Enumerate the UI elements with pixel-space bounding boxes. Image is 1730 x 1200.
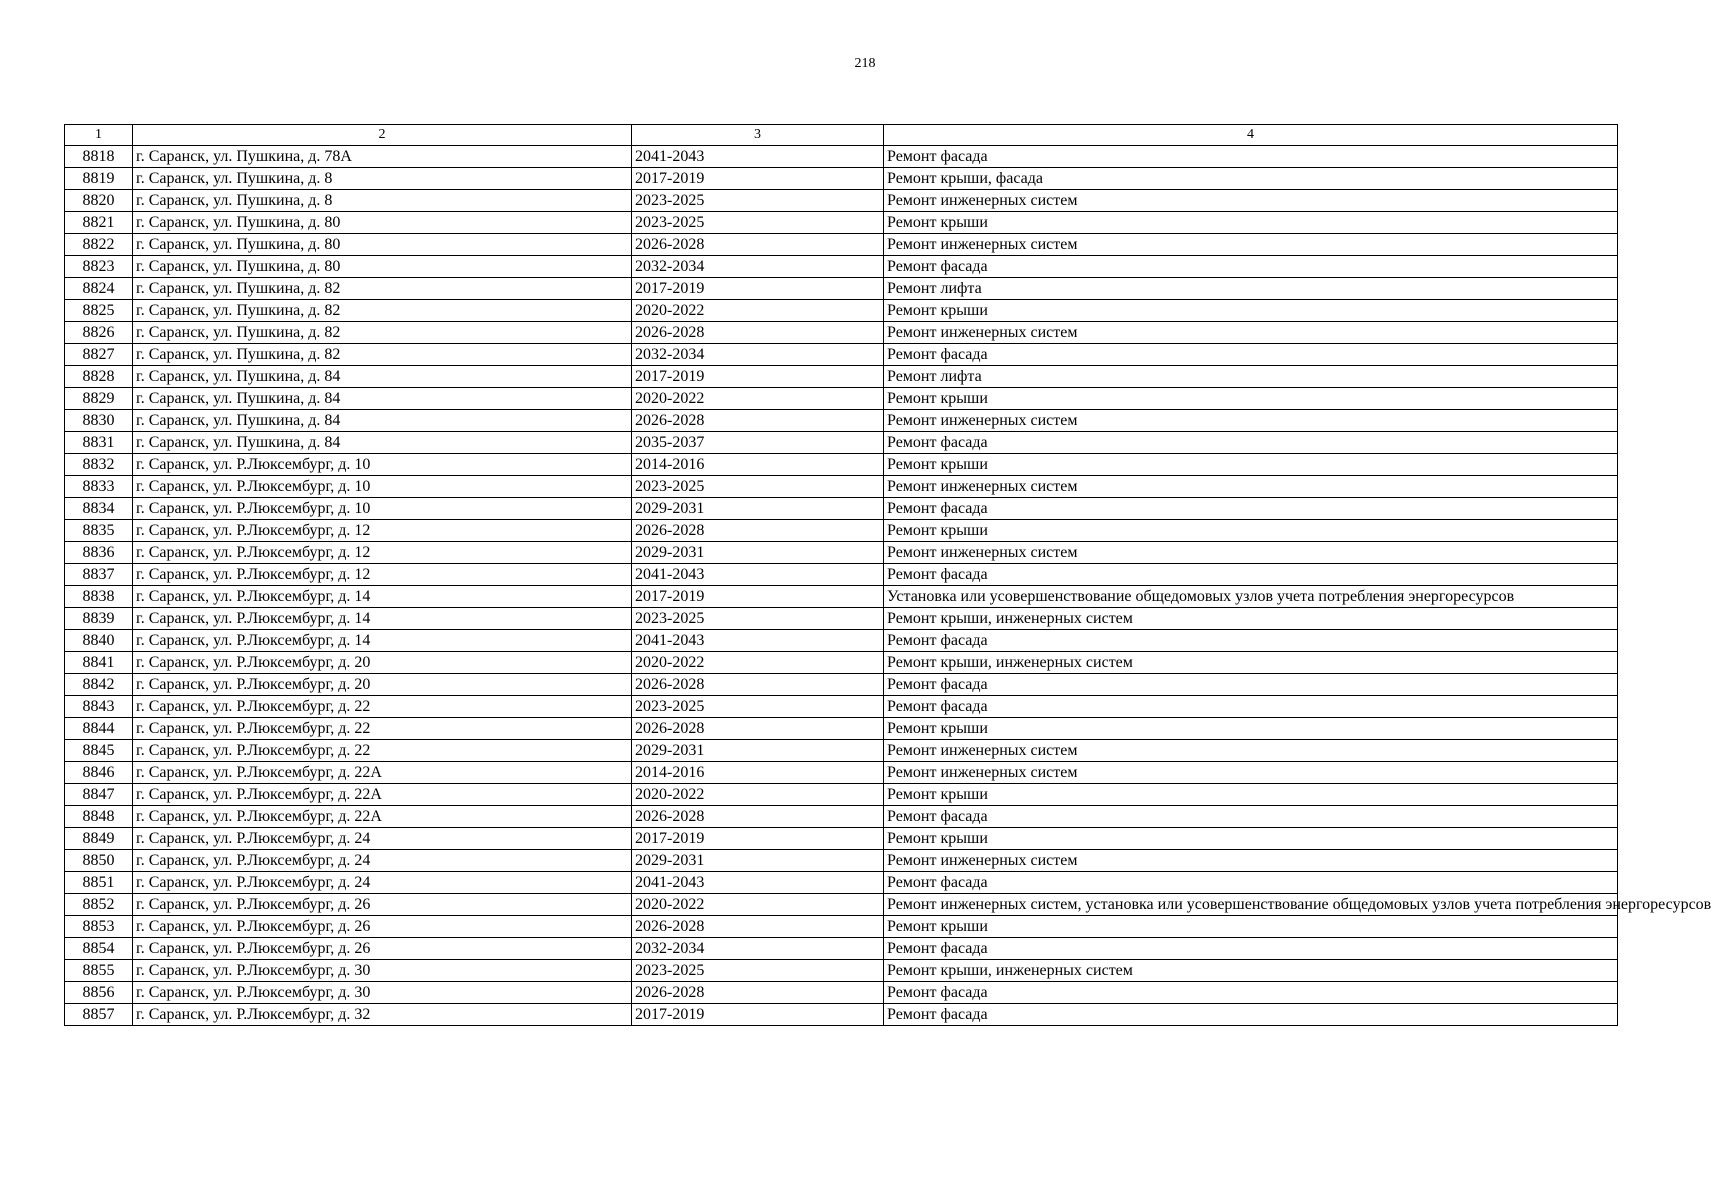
work-type-cell: Ремонт фасада xyxy=(884,674,1618,696)
period-cell: 2023-2025 xyxy=(632,696,884,718)
row-number-cell: 8854 xyxy=(65,938,133,960)
work-type-cell: Ремонт лифта xyxy=(884,278,1618,300)
address-cell: г. Саранск, ул. Р.Люксембург, д. 22А xyxy=(133,762,632,784)
work-type-cell: Ремонт крыши xyxy=(884,784,1618,806)
row-number-cell: 8832 xyxy=(65,454,133,476)
table-row xyxy=(65,344,1618,366)
work-type-cell: Ремонт инженерных систем xyxy=(884,234,1618,256)
row-number-cell: 8852 xyxy=(65,894,133,916)
row-number-cell: 8818 xyxy=(65,146,133,168)
address-cell: г. Саранск, ул. Пушкина, д. 80 xyxy=(133,234,632,256)
period-cell: 2017-2019 xyxy=(632,1004,884,1026)
work-type-cell: Ремонт фасада xyxy=(884,1004,1618,1026)
work-type-cell: Ремонт фасада xyxy=(884,432,1618,454)
period-cell: 2017-2019 xyxy=(632,366,884,388)
period-cell: 2026-2028 xyxy=(632,410,884,432)
address-cell: г. Саранск, ул. Р.Люксембург, д. 24 xyxy=(133,850,632,872)
work-type-cell: Ремонт крыши, инженерных систем xyxy=(884,652,1618,674)
work-type-cell: Ремонт крыши xyxy=(884,916,1618,938)
row-number-cell: 8844 xyxy=(65,718,133,740)
period-cell: 2026-2028 xyxy=(632,674,884,696)
table-row xyxy=(65,278,1618,300)
row-number-cell: 8830 xyxy=(65,410,133,432)
table-row xyxy=(65,432,1618,454)
row-number-cell: 8825 xyxy=(65,300,133,322)
table-row xyxy=(65,168,1618,190)
table-row xyxy=(65,806,1618,828)
work-type-cell: Ремонт крыши xyxy=(884,454,1618,476)
period-cell: 2026-2028 xyxy=(632,520,884,542)
header-col-3: 3 xyxy=(632,125,884,146)
address-cell: г. Саранск, ул. Р.Люксембург, д. 20 xyxy=(133,674,632,696)
period-cell: 2029-2031 xyxy=(632,498,884,520)
period-cell: 2014-2016 xyxy=(632,762,884,784)
table-row xyxy=(65,674,1618,696)
row-number-cell: 8838 xyxy=(65,586,133,608)
work-type-cell: Ремонт инженерных систем xyxy=(884,190,1618,212)
work-type-cell: Ремонт фасада xyxy=(884,938,1618,960)
table-row xyxy=(65,982,1618,1004)
work-type-cell: Ремонт инженерных систем, установка или усовершенствование общедомовых узлов учета потребления энергоресурсов xyxy=(884,894,1618,916)
work-type-cell: Ремонт инженерных систем xyxy=(884,850,1618,872)
row-number-cell: 8836 xyxy=(65,542,133,564)
row-number-cell: 8842 xyxy=(65,674,133,696)
table-row xyxy=(65,256,1618,278)
header-col-1: 1 xyxy=(65,125,133,146)
period-cell: 2020-2022 xyxy=(632,652,884,674)
row-number-cell: 8841 xyxy=(65,652,133,674)
table-row xyxy=(65,454,1618,476)
table-row xyxy=(65,630,1618,652)
address-cell: г. Саранск, ул. Р.Люксембург, д. 22А xyxy=(133,784,632,806)
work-type-cell: Ремонт крыши xyxy=(884,212,1618,234)
repair-schedule-table xyxy=(64,124,1712,1026)
header-col-4: 4 xyxy=(884,125,1618,146)
period-cell: 2023-2025 xyxy=(632,476,884,498)
address-cell: г. Саранск, ул. Пушкина, д. 8 xyxy=(133,168,632,190)
address-cell: г. Саранск, ул. Р.Люксембург, д. 30 xyxy=(133,960,632,982)
table-row xyxy=(65,872,1618,894)
table-row xyxy=(65,652,1618,674)
row-number-cell: 8823 xyxy=(65,256,133,278)
address-cell: г. Саранск, ул. Р.Люксембург, д. 10 xyxy=(133,498,632,520)
table-row xyxy=(65,718,1618,740)
row-number-cell: 8856 xyxy=(65,982,133,1004)
period-cell: 2026-2028 xyxy=(632,806,884,828)
page-number: 218 xyxy=(854,56,876,71)
period-cell: 2029-2031 xyxy=(632,740,884,762)
table-row xyxy=(65,520,1618,542)
address-cell: г. Саранск, ул. Р.Люксембург, д. 30 xyxy=(133,982,632,1004)
period-cell: 2026-2028 xyxy=(632,234,884,256)
table-row xyxy=(65,960,1618,982)
period-cell: 2017-2019 xyxy=(632,586,884,608)
period-cell: 2029-2031 xyxy=(632,850,884,872)
address-cell: г. Саранск, ул. Р.Люксембург, д. 10 xyxy=(133,476,632,498)
table-header-row xyxy=(65,125,1618,146)
row-number-cell: 8849 xyxy=(65,828,133,850)
table-row xyxy=(65,410,1618,432)
work-type-cell: Ремонт крыши xyxy=(884,718,1618,740)
table-row xyxy=(65,608,1618,630)
row-number-cell: 8845 xyxy=(65,740,133,762)
table-row xyxy=(65,564,1618,586)
period-cell: 2032-2034 xyxy=(632,938,884,960)
period-cell: 2029-2031 xyxy=(632,542,884,564)
table-row xyxy=(65,388,1618,410)
address-cell: г. Саранск, ул. Пушкина, д. 8 xyxy=(133,190,632,212)
work-type-cell: Ремонт фасада xyxy=(884,872,1618,894)
period-cell: 2020-2022 xyxy=(632,300,884,322)
row-number-cell: 8846 xyxy=(65,762,133,784)
work-type-cell: Ремонт фасада xyxy=(884,806,1618,828)
row-number-cell: 8850 xyxy=(65,850,133,872)
period-cell: 2023-2025 xyxy=(632,190,884,212)
period-cell: 2020-2022 xyxy=(632,894,884,916)
row-number-cell: 8843 xyxy=(65,696,133,718)
table-row xyxy=(65,938,1618,960)
table-row xyxy=(65,762,1618,784)
table-row xyxy=(65,586,1618,608)
address-cell: г. Саранск, ул. Пушкина, д. 84 xyxy=(133,366,632,388)
table-row xyxy=(65,476,1618,498)
address-cell: г. Саранск, ул. Р.Люксембург, д. 32 xyxy=(133,1004,632,1026)
work-type-cell: Ремонт крыши xyxy=(884,300,1618,322)
period-cell: 2026-2028 xyxy=(632,718,884,740)
address-cell: г. Саранск, ул. Пушкина, д. 84 xyxy=(133,388,632,410)
row-number-cell: 8857 xyxy=(65,1004,133,1026)
work-type-cell: Ремонт крыши xyxy=(884,828,1618,850)
address-cell: г. Саранск, ул. Р.Люксембург, д. 12 xyxy=(133,520,632,542)
address-cell: г. Саранск, ул. Пушкина, д. 84 xyxy=(133,432,632,454)
table-row xyxy=(65,146,1618,168)
row-number-cell: 8847 xyxy=(65,784,133,806)
address-cell: г. Саранск, ул. Пушкина, д. 82 xyxy=(133,322,632,344)
work-type-cell: Ремонт инженерных систем xyxy=(884,542,1618,564)
period-cell: 2017-2019 xyxy=(632,168,884,190)
table-row xyxy=(65,696,1618,718)
address-cell: г. Саранск, ул. Р.Люксембург, д. 12 xyxy=(133,564,632,586)
period-cell: 2020-2022 xyxy=(632,388,884,410)
address-cell: г. Саранск, ул. Р.Люксембург, д. 12 xyxy=(133,542,632,564)
work-type-cell: Ремонт фасада xyxy=(884,696,1618,718)
period-cell: 2026-2028 xyxy=(632,982,884,1004)
work-type-cell: Установка или усовершенствование общедомовых узлов учета потребления энергоресурсов xyxy=(884,586,1618,608)
row-number-cell: 8835 xyxy=(65,520,133,542)
period-cell: 2023-2025 xyxy=(632,212,884,234)
address-cell: г. Саранск, ул. Р.Люксембург, д. 14 xyxy=(133,630,632,652)
work-type-cell: Ремонт фасада xyxy=(884,630,1618,652)
work-type-cell: Ремонт лифта xyxy=(884,366,1618,388)
table-row xyxy=(65,300,1618,322)
address-cell: г. Саранск, ул. Пушкина, д. 78А xyxy=(133,146,632,168)
table-row xyxy=(65,828,1618,850)
work-type-cell: Ремонт фасада xyxy=(884,498,1618,520)
table-row xyxy=(65,322,1618,344)
period-cell: 2014-2016 xyxy=(632,454,884,476)
work-type-cell: Ремонт инженерных систем xyxy=(884,410,1618,432)
address-cell: г. Саранск, ул. Р.Люксембург, д. 26 xyxy=(133,938,632,960)
work-type-cell: Ремонт фасада xyxy=(884,256,1618,278)
address-cell: г. Саранск, ул. Р.Люксембург, д. 14 xyxy=(133,586,632,608)
address-cell: г. Саранск, ул. Р.Люксембург, д. 22А xyxy=(133,806,632,828)
period-cell: 2041-2043 xyxy=(632,564,884,586)
row-number-cell: 8848 xyxy=(65,806,133,828)
row-number-cell: 8834 xyxy=(65,498,133,520)
period-cell: 2017-2019 xyxy=(632,828,884,850)
work-type-cell: Ремонт крыши, инженерных систем xyxy=(884,608,1618,630)
period-cell: 2032-2034 xyxy=(632,256,884,278)
address-cell: г. Саранск, ул. Р.Люксембург, д. 10 xyxy=(133,454,632,476)
row-number-cell: 8822 xyxy=(65,234,133,256)
period-cell: 2026-2028 xyxy=(632,322,884,344)
period-cell: 2020-2022 xyxy=(632,784,884,806)
address-cell: г. Саранск, ул. Пушкина, д. 82 xyxy=(133,278,632,300)
address-cell: г. Саранск, ул. Р.Люксембург, д. 22 xyxy=(133,696,632,718)
row-number-cell: 8819 xyxy=(65,168,133,190)
row-number-cell: 8840 xyxy=(65,630,133,652)
table-row xyxy=(65,850,1618,872)
row-number-cell: 8828 xyxy=(65,366,133,388)
address-cell: г. Саранск, ул. Р.Люксембург, д. 26 xyxy=(133,916,632,938)
row-number-cell: 8837 xyxy=(65,564,133,586)
row-number-cell: 8851 xyxy=(65,872,133,894)
address-cell: г. Саранск, ул. Р.Люксембург, д. 24 xyxy=(133,872,632,894)
table-row xyxy=(65,366,1618,388)
row-number-cell: 8821 xyxy=(65,212,133,234)
address-cell: г. Саранск, ул. Пушкина, д. 82 xyxy=(133,344,632,366)
period-cell: 2026-2028 xyxy=(632,916,884,938)
row-number-cell: 8839 xyxy=(65,608,133,630)
work-type-cell: Ремонт крыши, инженерных систем xyxy=(884,960,1618,982)
table-row xyxy=(65,1004,1618,1026)
period-cell: 2032-2034 xyxy=(632,344,884,366)
row-number-cell: 8824 xyxy=(65,278,133,300)
row-number-cell: 8826 xyxy=(65,322,133,344)
work-type-cell: Ремонт инженерных систем xyxy=(884,476,1618,498)
row-number-cell: 8829 xyxy=(65,388,133,410)
table-row xyxy=(65,498,1618,520)
period-cell: 2035-2037 xyxy=(632,432,884,454)
address-cell: г. Саранск, ул. Р.Люксембург, д. 22 xyxy=(133,740,632,762)
row-number-cell: 8855 xyxy=(65,960,133,982)
work-type-cell: Ремонт фасада xyxy=(884,344,1618,366)
row-number-cell: 8827 xyxy=(65,344,133,366)
table-row xyxy=(65,916,1618,938)
address-cell: г. Саранск, ул. Пушкина, д. 80 xyxy=(133,212,632,234)
table-body xyxy=(65,146,1712,1026)
work-type-cell: Ремонт инженерных систем xyxy=(884,740,1618,762)
row-number-cell: 8831 xyxy=(65,432,133,454)
table-row xyxy=(65,740,1618,762)
work-type-cell: Ремонт инженерных систем xyxy=(884,762,1618,784)
address-cell: г. Саранск, ул. Пушкина, д. 84 xyxy=(133,410,632,432)
header-col-2: 2 xyxy=(133,125,632,146)
table-row xyxy=(65,234,1618,256)
period-cell: 2017-2019 xyxy=(632,278,884,300)
period-cell: 2041-2043 xyxy=(632,630,884,652)
work-type-cell: Ремонт инженерных систем xyxy=(884,322,1618,344)
table-row xyxy=(65,190,1618,212)
period-cell: 2023-2025 xyxy=(632,960,884,982)
period-cell: 2041-2043 xyxy=(632,872,884,894)
table-row xyxy=(65,212,1618,234)
work-type-cell: Ремонт крыши xyxy=(884,520,1618,542)
table-row xyxy=(65,542,1618,564)
address-cell: г. Саранск, ул. Р.Люксембург, д. 24 xyxy=(133,828,632,850)
work-type-cell: Ремонт фасада xyxy=(884,982,1618,1004)
period-cell: 2041-2043 xyxy=(632,146,884,168)
work-type-cell: Ремонт фасада xyxy=(884,146,1618,168)
address-cell: г. Саранск, ул. Р.Люксембург, д. 14 xyxy=(133,608,632,630)
period-cell: 2023-2025 xyxy=(632,608,884,630)
table-row xyxy=(65,784,1618,806)
address-cell: г. Саранск, ул. Пушкина, д. 82 xyxy=(133,300,632,322)
work-type-cell: Ремонт фасада xyxy=(884,564,1618,586)
work-type-cell: Ремонт крыши, фасада xyxy=(884,168,1618,190)
address-cell: г. Саранск, ул. Р.Люксембург, д. 20 xyxy=(133,652,632,674)
row-number-cell: 8853 xyxy=(65,916,133,938)
work-type-cell: Ремонт крыши xyxy=(884,388,1618,410)
address-cell: г. Саранск, ул. Р.Люксембург, д. 22 xyxy=(133,718,632,740)
table-row xyxy=(65,894,1618,916)
address-cell: г. Саранск, ул. Пушкина, д. 80 xyxy=(133,256,632,278)
row-number-cell: 8820 xyxy=(65,190,133,212)
address-cell: г. Саранск, ул. Р.Люксембург, д. 26 xyxy=(133,894,632,916)
row-number-cell: 8833 xyxy=(65,476,133,498)
